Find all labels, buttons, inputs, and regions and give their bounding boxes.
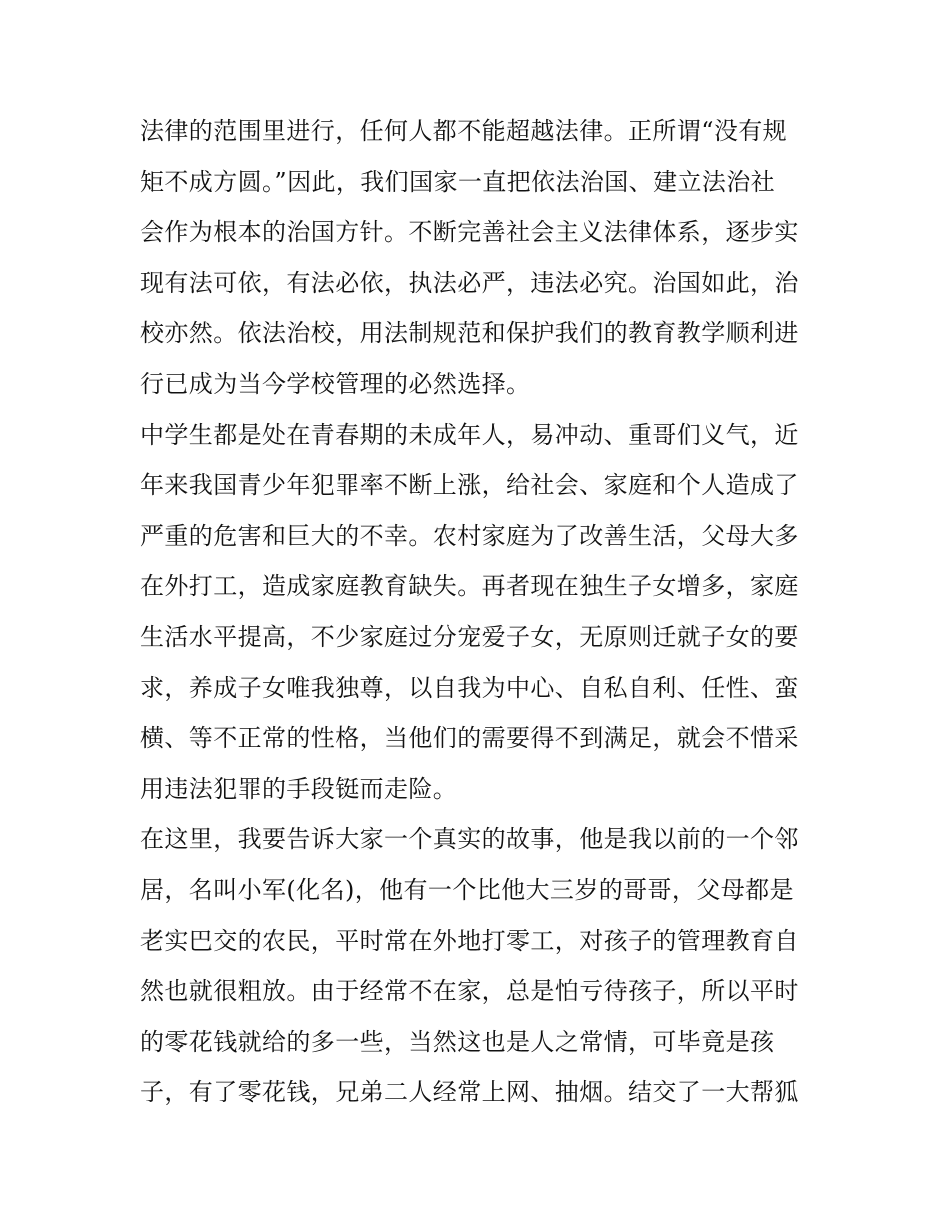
text-line: 校亦然。依法治校，用法制规范和保护我们的教育教学顺利进 bbox=[140, 319, 799, 348]
text-line: 生活水平提高，不少家庭过分宠爱子女，无原则迁就子女的要 bbox=[140, 622, 799, 651]
text-line: 横、等不正常的性格，当他们的需要得不到满足，就会不惜采 bbox=[140, 724, 799, 753]
text-line: 矩不成方圆。”因此，我们国家一直把依法治国、建立法治社 bbox=[140, 167, 776, 196]
text-line: 求，养成子女唯我独尊，以自我为中心、自私自利、任性、蛮 bbox=[140, 673, 799, 702]
text-line: 严重的危害和巨大的不幸。农村家庭为了改善生活，父母大多 bbox=[140, 521, 799, 550]
text-line: 现有法可依，有法必依，执法必严，违法必究。治国如此，治 bbox=[140, 268, 799, 297]
text-line: 用违法犯罪的手段铤而走险。 bbox=[140, 774, 458, 803]
text-line: 年来我国青少年犯罪率不断上涨，给社会、家庭和个人造成了 bbox=[140, 471, 799, 500]
paragraph-1 bbox=[140, 106, 820, 410]
text-line: 子，有了零花钱，兄弟二人经常上网、抽烟。结交了一大帮狐 bbox=[140, 1078, 799, 1107]
text-line: 行已成为当今学校管理的必然选择。 bbox=[140, 369, 531, 398]
paragraph-2 bbox=[140, 410, 820, 815]
text-line: 中学生都是处在青春期的未成年人，易冲动、重哥们义气，近 bbox=[140, 420, 799, 449]
text-line: 然也就很粗放。由于经常不在家，总是怕亏待孩子，所以平时 bbox=[140, 977, 799, 1006]
text-line: 在外打工，造成家庭教育缺失。再者现在独生子女增多，家庭 bbox=[140, 572, 799, 601]
text-line: 在这里，我要告诉大家一个真实的故事，他是我以前的一个邻 bbox=[140, 825, 799, 854]
document-body bbox=[140, 106, 820, 1118]
paragraph-3 bbox=[140, 814, 820, 1118]
text-line: 法律的范围里进行，任何人都不能超越法律。正所谓“没有规 bbox=[140, 117, 788, 145]
text-line: 老实巴交的农民，平时常在外地打零工，对孩子的管理教育自 bbox=[140, 926, 799, 955]
text-line: 居，名叫小军(化名)，他有一个比他大三岁的哥哥，父母都是 bbox=[140, 875, 794, 904]
text-line: 的零花钱就给的多一些，当然这也是人之常情，可毕竟是孩 bbox=[140, 1027, 775, 1056]
text-line: 会作为根本的治国方针。不断完善社会主义法律体系，逐步实 bbox=[140, 218, 799, 247]
